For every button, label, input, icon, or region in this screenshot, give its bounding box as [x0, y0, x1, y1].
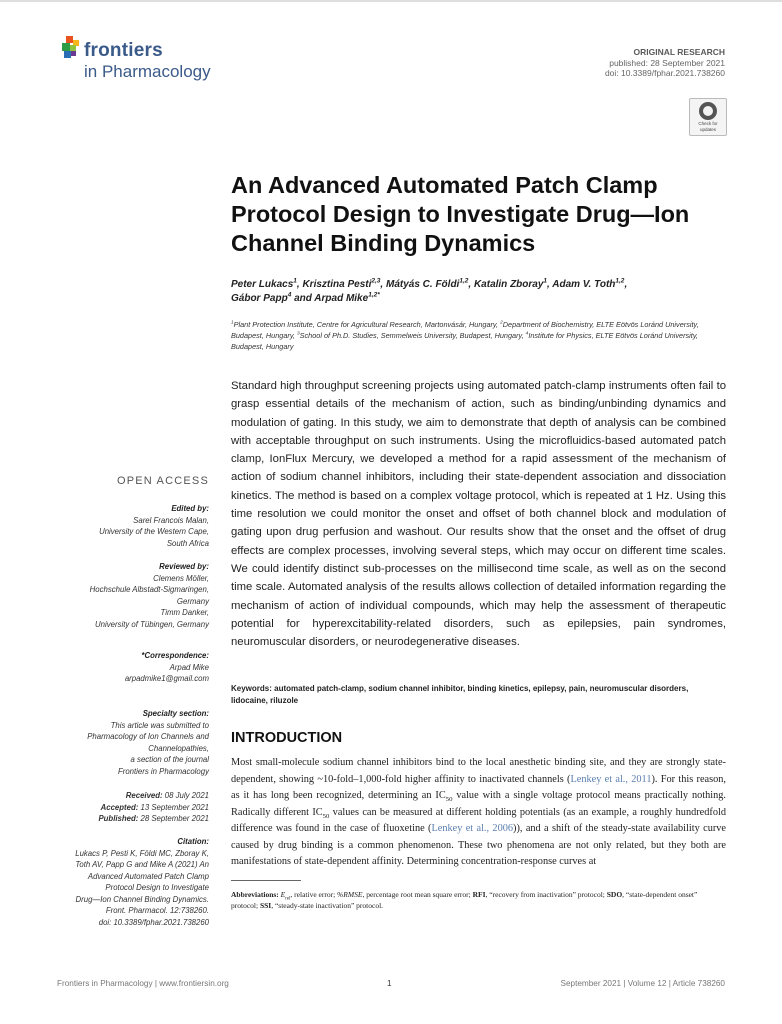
introduction-paragraph: Most small-molecule sodium channel inhibitors bind to the local anesthetic binding site, and they are strongly state-dependent, showing ~10-fold–1,000-fold higher affinity to inactivated channels (Lenkey et al., 2011). For this reason, as it has long been recognized, determining an $IC_{50}$ value with a single voltage protocol means practically nothing. Radically different $IC_{50}$ values can be measured at different holding potentials (as an example, a roughly hundredfold difference was found in the case of fluoxetine (Lenkey et al., 2006)), and a shift of the steady-state availability curve caused by drug binding is a common phenomenon. These two phenomena are not only related, but they both are manifestations of state-dependent affinity. Determining concentration-response curves at	[231, 757, 726, 867]
abbreviations-footnote: Abbreviations: $E_{rel}$, relative error; %RMSE, percentage root mean square error; RFI, “recovery from inactivation” protocol; SDO, “state-dependent onset” protocol; SSI, “steady-state inactivation” protocol.	[231, 890, 698, 910]
footnote-rule	[231, 880, 301, 881]
abstract: Standard high throughput screening projects using automated patch-clamp instruments often fail to grasp essential details of the mechanism of action, such as binding/unbinding dynamics and modulation of gating. In this study, we aim to demonstrate that depth of analysis can be combined with acceptable throughput on such instruments. Using the microfluidics-based automated patch clamp, IonFlux Mercury, we developed a method for a rapid assessment of the mechanism of action of sodium channel inhibitors, including their state-dependent association and dissociation kinetics. The method is based on a complex voltage protocol, which is repeated at 1 Hz. Using this time resolution we could monitor the onset and offset of both channel block and modulation of gating upon drug perfusion and washout. Our results show that the onset and the offset of drug effects are complex processes, involving several steps, which may occur on different time scales. We could identify distinct sub-processes on the millisecond time scale, as well as on the second time scale. Automated analysis of the results allows collection of detailed information regarding the mechanism of action of individual compounds, which may help the assessment of therapeutic potential for hyperexcitability-related disorders, such as epilepsies, pain syndromes, neuromuscular disorders, or neurodegenerative diseases.	[231, 380, 726, 649]
author[interactable]: Arpad Mike$^{1,2*}$	[314, 291, 380, 304]
check-for-updates-button[interactable]	[689, 98, 727, 136]
top-border	[0, 0, 782, 2]
keywords-text: automated patch-clamp, sodium channel inhibitor, binding kinetics, epilepsy, pain, neuromuscular disorders, lidocaine, riluzole	[231, 684, 689, 705]
specialty-section-block: Specialty section: This article was submitted to Pharmacology of Ion Channels and Channelopathies, a section of the journal Frontiers in Pharmacology	[87, 709, 209, 776]
open-access-label: OPEN ACCESS	[116, 475, 209, 487]
affiliations: $^1$Plant Protection Institute, Centre for Agricultural Research, Martonvásár, Hungary, $^2$Department of Biochemistry, ELTE Eötvös Loránd University, Budapest, Hungary, $^3$School of Ph.D. Studies, Semmelweis University, Budapest, Hungary, $^4$Institute for Physics, ELTE Eötvös Loránd University, Budapest, Hungary	[231, 320, 699, 351]
author[interactable]: Peter Lukacs$^1$	[231, 277, 297, 290]
edited-by-block: Edited by: Sarel Francois Malan, University of the Western Cape, South Africa	[99, 504, 209, 548]
keywords	[231, 683, 726, 707]
footer-journal-link[interactable]: Frontiers in Pharmacology | www.frontiersin.org	[57, 979, 229, 988]
keywords-label: Keywords:	[231, 684, 272, 693]
crossmark-label-1: Check for	[698, 121, 718, 126]
dates-block: Received: 08 July 2021 Accepted: 13 September 2021 Published: 28 September 2021	[98, 791, 209, 823]
crossmark-label-2: updates	[699, 127, 716, 132]
article-title: An Advanced Automated Patch Clamp Protocol Design to Investigate Drug—Ion Channel Binding Dynamics	[231, 172, 690, 256]
page-number: 1	[387, 979, 392, 988]
reviewed-by-block: Reviewed by: Clemens Möller, Hochschule Albstadt-Sigmaringen, Germany Timm Danker, University of Tübingen, Germany	[89, 562, 209, 629]
author[interactable]: Mátyás C. Földi$^{1,2}$	[385, 277, 469, 290]
article-type: ORIGINAL RESEARCH	[633, 47, 725, 57]
published-date: published: 28 September 2021	[609, 57, 725, 68]
crossmark-icon	[699, 102, 717, 120]
author[interactable]: Adam V. Toth$^{1,2}$	[552, 277, 625, 290]
citation-link[interactable]: Lenkey et al., 2006	[431, 823, 514, 834]
author[interactable]: Krisztina Pesti$^{2,3}$	[302, 277, 381, 290]
footer-issue-info: September 2021 | Volume 12 | Article 738260	[560, 979, 725, 988]
correspondence-email[interactable]: arpadmike1@gmail.com	[124, 674, 209, 683]
article-meta-header	[605, 47, 725, 79]
brand-name: frontiers	[84, 40, 163, 61]
citation-block: Citation: Lukacs P, Pesti K, Földi MC, Zboray K, Toth AV, Papp G and Mike A (2021) An Advanced Automated Patch Clamp Protocol Design to Investigate Drug—Ion Channel Binding Dynamics. Front. Pharmacol. 12:738260. doi: 10.3389/fphar.2021.738260	[75, 837, 209, 927]
author-list: Peter Lukacs$^1$, Krisztina Pesti$^{2,3}$, Mátyás C. Földi$^{1,2}$, Katalin Zboray$^1$, Adam V. Toth$^{1,2}$, Gábor Papp$^4$ and Arpad Mike$^{1,2*}$	[231, 277, 628, 304]
frontiers-logo-icon	[60, 36, 82, 60]
correspondence-block: *Correspondence: Arpad Mike arpadmike1@gmail.com	[40, 650, 209, 685]
citation-link[interactable]: Lenkey et al., 2011	[570, 773, 652, 785]
author[interactable]: Gábor Papp$^4$	[231, 291, 292, 304]
section-heading-introduction: INTRODUCTION	[231, 730, 343, 746]
journal-name: in Pharmacology	[84, 62, 211, 81]
author[interactable]: Katalin Zboray$^1$	[473, 277, 548, 290]
doi-link[interactable]: doi: 10.3389/fphar.2021.738260	[604, 68, 725, 78]
